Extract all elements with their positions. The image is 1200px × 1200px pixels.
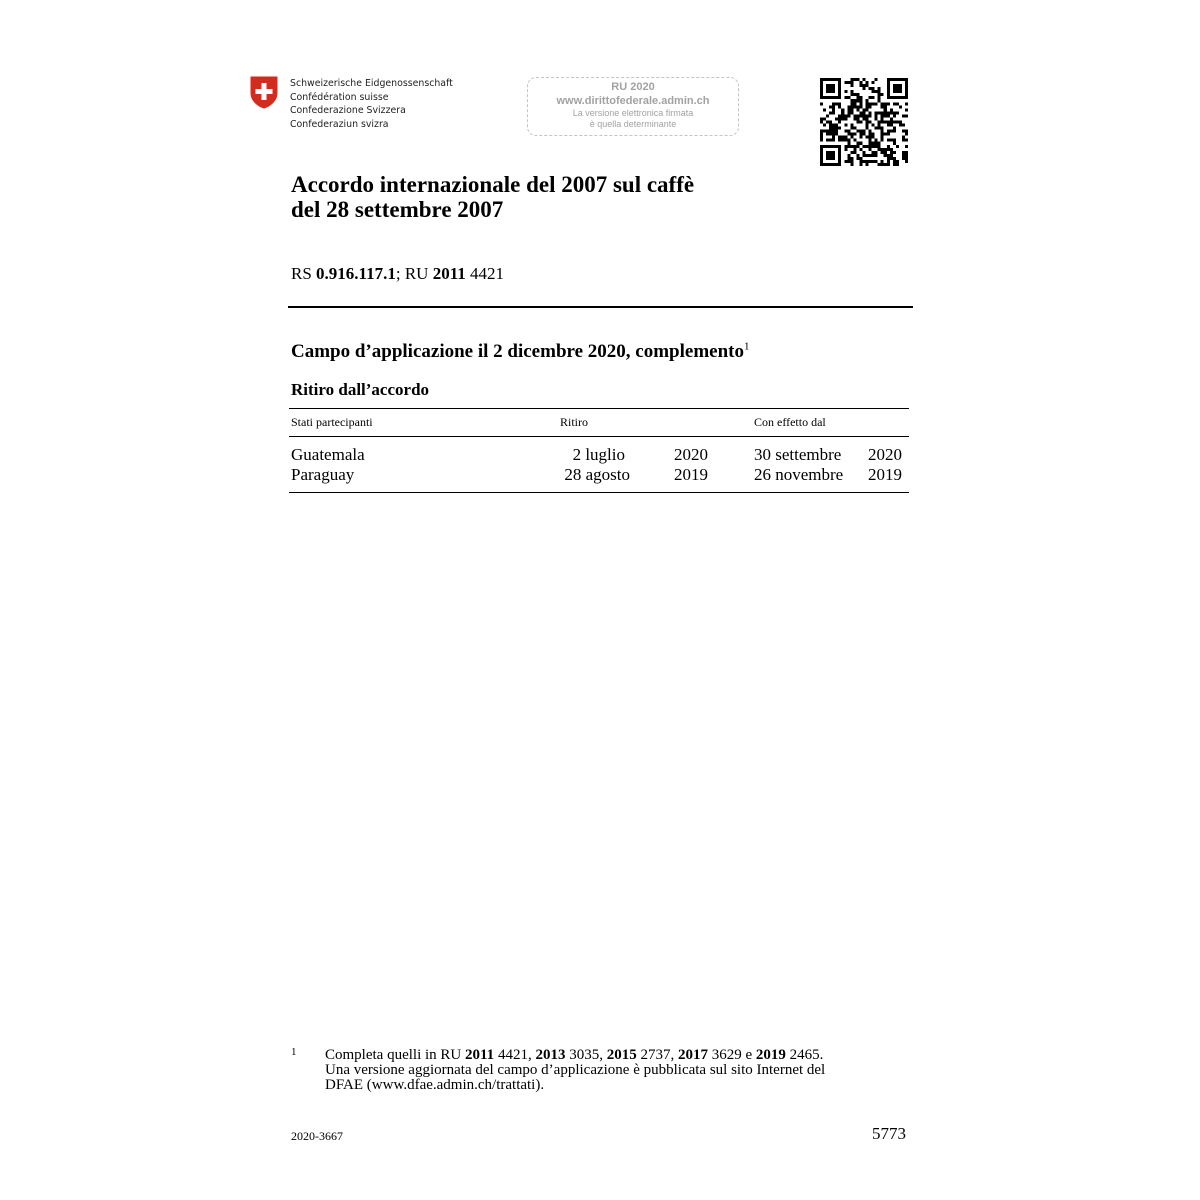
footnote-text-part: 2465. xyxy=(785,1047,824,1063)
document-number: 2020-3667 xyxy=(291,1129,343,1143)
cell-state: Paraguay xyxy=(291,465,355,484)
confederation-name-de: Schweizerische Eidgenossenschaft xyxy=(290,78,453,89)
column-header-effective: Con effetto dal xyxy=(754,415,826,429)
ru-year: 2011 xyxy=(432,264,466,283)
confederation-name-it: Confederazione Svizzera xyxy=(290,105,406,117)
footnote-year: 2013 xyxy=(535,1047,566,1063)
cell-withdrawal-year: 2019 xyxy=(674,465,708,484)
ru-page: 4421 xyxy=(465,264,505,283)
footnote-year: 2019 xyxy=(755,1047,786,1063)
rs-number: 0.916.117.1 xyxy=(316,264,396,283)
cell-effective-year: 2020 xyxy=(868,445,902,464)
stamp-website: www.dirittofederale.admin.ch xyxy=(556,95,710,107)
stamp-ru-year: RU 2020 xyxy=(611,81,655,93)
rs-reference xyxy=(291,264,504,284)
qr-code-icon xyxy=(820,78,908,166)
footnote-text-part: Completa quelli in RU xyxy=(325,1047,465,1063)
column-header-withdrawal: Ritiro xyxy=(560,415,589,429)
cell-withdrawal-date: 28 agosto xyxy=(564,465,630,484)
document-title xyxy=(291,172,891,222)
title-line-2: del 28 settembre 2007 xyxy=(291,197,504,222)
subsection-title: Ritiro dall’accordo xyxy=(291,380,430,399)
footnote-mark: 1 xyxy=(291,1046,297,1058)
section-title-text: Campo d’applicazione il 2 dicembre 2020, complemento xyxy=(291,341,744,362)
footnote-text-part: 4421, xyxy=(494,1047,536,1063)
confederation-names xyxy=(290,77,453,131)
footnote-text-part: 3629 e xyxy=(707,1047,756,1063)
cell-effective-year: 2019 xyxy=(868,465,902,484)
footnote-year: 2011 xyxy=(465,1047,495,1063)
table-header-rule xyxy=(289,436,909,437)
footnote-text xyxy=(325,1048,885,1093)
cell-state: Guatemala xyxy=(291,445,365,464)
table-top-rule xyxy=(289,408,909,409)
table-bottom-rule xyxy=(289,492,909,493)
cell-effective-date: 26 novembre xyxy=(754,465,844,484)
title-line-1: Accordo internazionale del 2007 sul caffè xyxy=(291,172,695,197)
column-header-states: Stati partecipanti xyxy=(291,415,373,429)
footnote-year: 2015 xyxy=(606,1047,637,1063)
footnote-text-part: 3035, xyxy=(565,1047,607,1063)
official-publication-stamp xyxy=(527,77,739,136)
footnote-text-part: 2737, xyxy=(636,1047,678,1063)
section-title xyxy=(291,341,749,363)
cell-effective-date: 30 settembre xyxy=(754,445,842,464)
ru-prefix: ; RU xyxy=(395,264,433,283)
cell-withdrawal-date: 2 luglio xyxy=(572,445,625,464)
swiss-coat-of-arms-icon xyxy=(250,76,278,109)
footnote-year: 2017 xyxy=(677,1047,708,1063)
cell-withdrawal-year: 2020 xyxy=(674,445,708,464)
stamp-note-line1: La versione elettronica firmata xyxy=(572,108,694,118)
footnote-line-3: DFAE (www.dfae.admin.ch/trattati). xyxy=(325,1077,545,1093)
confederation-name-rm: Confederaziun svizra xyxy=(290,118,389,130)
footnote-reference: 1 xyxy=(743,340,750,353)
footnote-line-2: Una versione aggiornata del campo d’applicazione è pubblicata sul sito Internet del xyxy=(325,1062,826,1078)
page-number: 5773 xyxy=(872,1124,906,1143)
rs-prefix: RS xyxy=(291,264,317,283)
stamp-note-line2: è quella determinante xyxy=(589,119,677,129)
footnote-line-1 xyxy=(325,1048,885,1063)
header-divider xyxy=(288,306,913,308)
confederation-name-fr: Confédération suisse xyxy=(290,91,389,103)
